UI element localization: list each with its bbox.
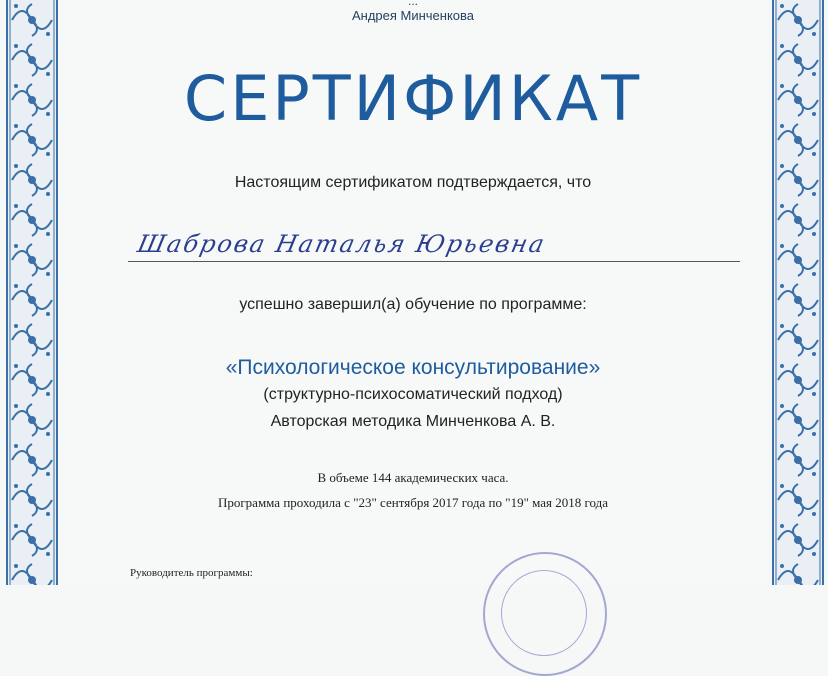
header-cut-text: ... bbox=[407, 0, 418, 8]
meander-ornament-icon bbox=[8, 0, 56, 585]
left-ornament-border bbox=[6, 0, 58, 585]
right-ornament-border bbox=[772, 0, 824, 585]
confirm-text: Настоящим сертификатом подтверждается, что bbox=[234, 174, 592, 191]
recipient-underline bbox=[128, 261, 740, 262]
seal-stamp-icon bbox=[483, 552, 607, 676]
completed-text: успешно завершил(а) обучение по программе: bbox=[239, 296, 587, 313]
certificate-body bbox=[58, 0, 768, 585]
program-subtitle: (структурно-психосоматический подход) bbox=[263, 386, 563, 403]
period-text: Программа проходила с "23" сентября 2017 года по "19" мая 2018 года bbox=[217, 495, 609, 510]
meander-ornament-icon bbox=[774, 0, 822, 585]
director-label: Руководитель программы: bbox=[130, 567, 253, 579]
program-author: Авторская методика Минченкова А. В. bbox=[270, 413, 556, 430]
certificate-title: СЕРТИФИКАТ bbox=[183, 62, 643, 135]
program-title: «Психологическое консультирование» bbox=[225, 356, 601, 379]
stamp-inner-ring bbox=[501, 570, 587, 656]
volume-text: В объеме 144 академических часа. bbox=[317, 470, 509, 485]
recipient-name: Шаброва Наталья Юрьевна bbox=[135, 230, 549, 258]
header-name: Андрея Минченкова bbox=[351, 8, 475, 23]
